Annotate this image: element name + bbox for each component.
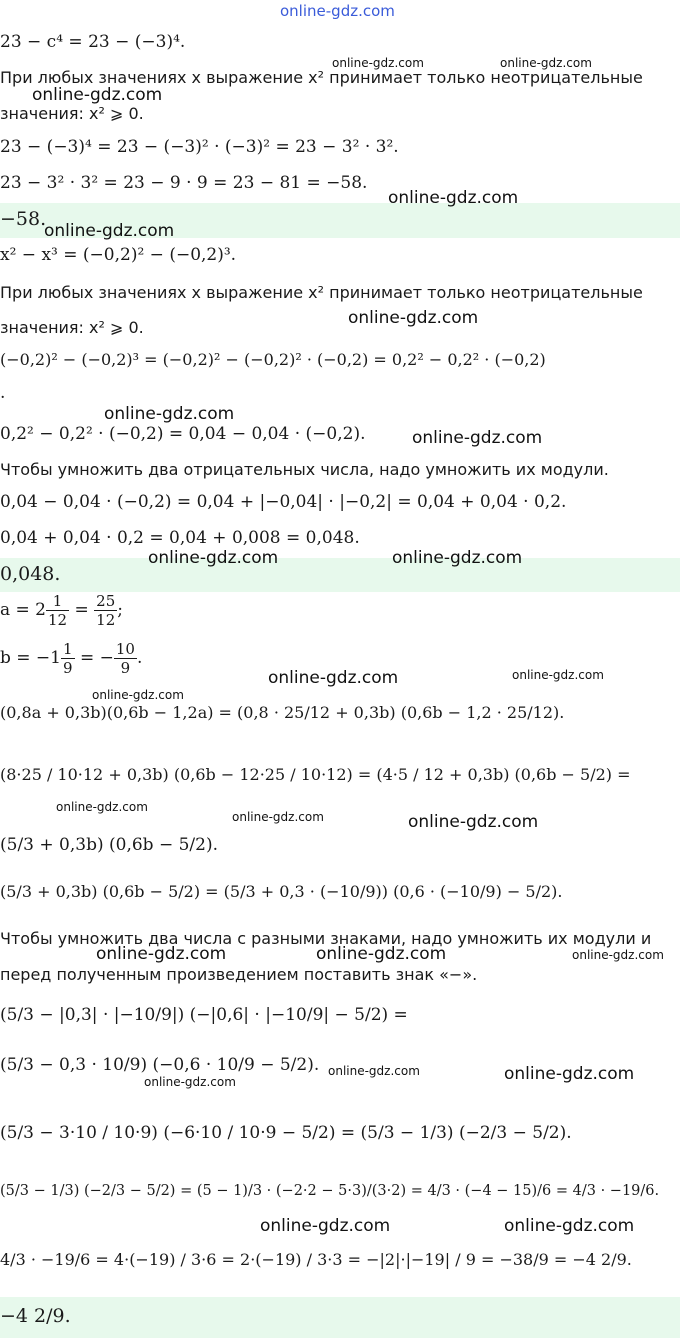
watermark: online-gdz.com xyxy=(328,1064,420,1078)
p3-b-frac: $\frac{10}{9}$ xyxy=(115,640,135,677)
watermark: online-gdz.com xyxy=(408,812,539,832)
watermark: online-gdz.com xyxy=(504,1064,635,1084)
p1-line-3: значения: x² ⩾ 0. xyxy=(0,104,144,123)
p2-answer: 0,048. xyxy=(0,563,61,585)
watermark: online-gdz.com xyxy=(56,800,148,814)
p3-answer: −4 2/9. xyxy=(0,1305,71,1327)
watermark: online-gdz.com xyxy=(512,668,604,682)
watermark: online-gdz.com xyxy=(268,668,399,688)
p3-line-8: перед полученным произведением поставить знак «−». xyxy=(0,965,478,984)
p2-line-4: (−0,2)² − (−0,2)³ = (−0,2)² − (−0,2)² · (−0,2) = 0,2² − 0,2² · (−0,2) xyxy=(0,350,546,369)
p3-a-mixed-frac: $\frac{1}{12}$ xyxy=(48,592,68,629)
p3-line-11: (5/3 − 3·10 / 10·9) (−6·10 / 10·9 − 5/2) = (5/3 − 1/3) (−2/3 − 5/2). xyxy=(0,1123,572,1143)
p2-line-5: . xyxy=(0,383,6,403)
p3-line-a: a = 2 $\frac{1}{12}$ = $\frac{25}{12}$ ; xyxy=(0,592,123,629)
p1-line-1: 23 − c⁴ = 23 − (−3)⁴. xyxy=(0,32,186,52)
watermark: online-gdz.com xyxy=(348,308,479,328)
p3-line-5: (5/3 + 0,3b) (0,6b − 5/2). xyxy=(0,835,218,855)
p2-line-9: 0,04 + 0,04 · 0,2 = 0,04 + 0,008 = 0,048. xyxy=(0,528,360,548)
watermark: online-gdz.com xyxy=(32,85,163,105)
p3-line-9: (5/3 − |0,3| · |−10/9|) (−|0,6| · |−10/9| − 5/2) = xyxy=(0,1005,408,1025)
p3-line-10: (5/3 − 0,3 · 10/9) (−0,6 · 10/9 − 5/2). xyxy=(0,1055,320,1075)
p1-answer: −58. xyxy=(0,208,47,230)
p2-line-3: значения: x² ⩾ 0. xyxy=(0,318,144,337)
p3-line-3: (0,8a + 0,3b)(0,6b − 1,2a) = (0,8 · 25/12 + 0,3b) (0,6b − 1,2 · 25/12). xyxy=(0,703,565,722)
p2-line-7: Чтобы умножить два отрицательных числа, надо умножить их модули. xyxy=(0,460,609,479)
p3-line-7: Чтобы умножить два числа с разными знаками, надо умножить их модули и xyxy=(0,929,652,948)
p1-line-5: 23 − 3² · 3² = 23 − 9 · 9 = 23 − 81 = −58. xyxy=(0,173,368,193)
watermark: online-gdz.com xyxy=(144,1075,236,1089)
watermark: online-gdz.com xyxy=(316,944,447,964)
watermark: online-gdz.com xyxy=(500,56,592,70)
p3-line-4: (8·25 / 10·12 + 0,3b) (0,6b − 12·25 / 10·12) = (4·5 / 12 + 0,3b) (0,6b − 5/2) = xyxy=(0,765,631,784)
p3-a-prefix: a = 2 xyxy=(0,600,47,620)
watermark: online-gdz.com xyxy=(388,188,519,208)
watermark: online-gdz.com xyxy=(332,56,424,70)
p3-line-12: (5/3 − 1/3) (−2/3 − 5/2) = (5 − 1)/3 · (−2·2 − 5·3)/(3·2) = 4/3 · (−4 − 15)/6 = 4/3 · −19/6. xyxy=(0,1183,660,1199)
p3-line-13: 4/3 · −19/6 = 4·(−19) / 3·6 = 2·(−19) / 3·3 = −|2|·|−19| / 9 = −38/9 = −4 2/9. xyxy=(0,1250,632,1269)
p1-line-4: 23 − (−3)⁴ = 23 − (−3)² · (−3)² = 23 − 3² · 3². xyxy=(0,137,399,157)
p2-line-6: 0,2² − 0,2² · (−0,2) = 0,04 − 0,04 · (−0,2). xyxy=(0,424,366,444)
watermark: online-gdz.com xyxy=(92,688,184,702)
p3-line-6: (5/3 + 0,3b) (0,6b − 5/2) = (5/3 + 0,3 · (−10/9)) (0,6 · (−10/9) − 5/2). xyxy=(0,882,563,901)
p3-b-mixed-frac: $\frac{1}{9}$ xyxy=(63,640,73,677)
watermark: online-gdz.com xyxy=(96,944,227,964)
p1-line-2: При любых значениях x выражение x² принимает только неотрицательные xyxy=(0,68,643,87)
watermark: online-gdz.com xyxy=(392,548,523,568)
p2-answer-band xyxy=(0,558,680,592)
watermark: online-gdz.com xyxy=(572,948,664,962)
p3-answer-band xyxy=(0,1297,680,1338)
p2-line-1: x² − x³ = (−0,2)² − (−0,2)³. xyxy=(0,245,237,265)
watermark: online-gdz.com xyxy=(232,810,324,824)
p2-line-2: При любых значениях x выражение x² принимает только неотрицательные xyxy=(0,283,643,302)
p3-line-b: b = −1 $\frac{1}{9}$ = − $\frac{10}{9}$ . xyxy=(0,640,143,677)
p3-b-prefix: b = −1 xyxy=(0,648,61,668)
watermark-top: online-gdz.com xyxy=(280,2,395,20)
watermark: online-gdz.com xyxy=(260,1216,391,1236)
p2-line-8: 0,04 − 0,04 · (−0,2) = 0,04 + |−0,04| · |−0,2| = 0,04 + 0,04 · 0,2. xyxy=(0,492,567,512)
watermark: online-gdz.com xyxy=(148,548,279,568)
watermark: online-gdz.com xyxy=(412,428,543,448)
watermark: online-gdz.com xyxy=(104,404,235,424)
watermark: online-gdz.com xyxy=(44,221,175,241)
p3-a-frac: $\frac{25}{12}$ xyxy=(96,592,116,629)
watermark: online-gdz.com xyxy=(504,1216,635,1236)
